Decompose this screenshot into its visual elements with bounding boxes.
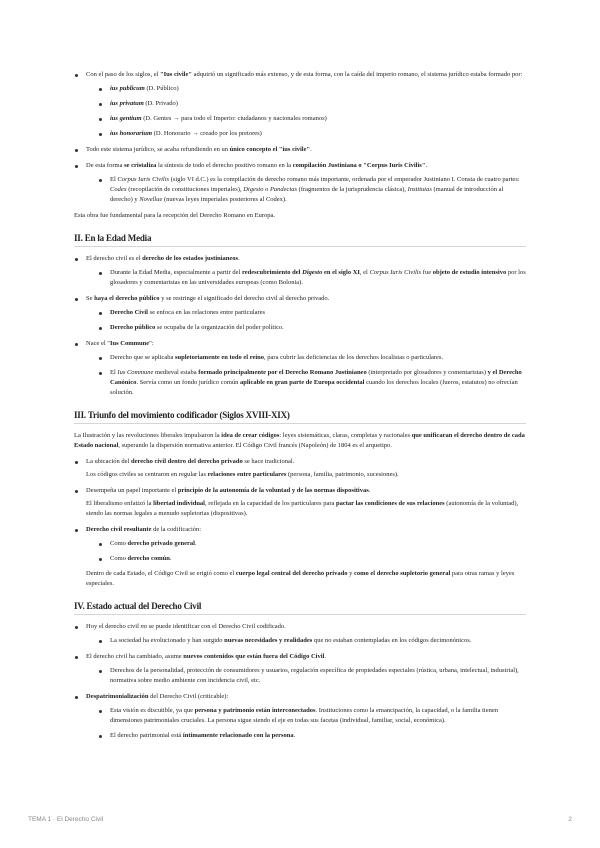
list-item: Derechos de la personalidad, protección de consumidores y usuarios, regulación específica de propiedades especiales (rústica, urbana, intelectual, industrial), normativa sobre medio ambiente con incidencia civil, etc.	[98, 666, 526, 686]
sublist	[86, 353, 526, 398]
section-heading: II. En la Edad Media	[74, 233, 526, 247]
list-item: Derecho público se ocupaba de la organización del poder político.	[98, 323, 526, 333]
list-item: Derecho que se aplicaba supletoriamente en todo el reino, para cubrir las deficiencias de los derechos localistas o particulares.	[98, 353, 526, 363]
list-item: El derecho civil es el derecho de los estados justinianeos. Durante la Edad Media, especialmente a partir del redescubrimiento del Digesto en el siglo XI, el Corpus Iuris Civilis fue objeto de estudio intensivo por los glosadores y comentaristas en las universidades europeas (como Bolonia).	[74, 254, 526, 288]
list-item: Derecho Civil se enfoca en las relaciones entre particulares	[98, 308, 526, 318]
list-item: ius honorarium (D. Honorario → creado por los pretores)	[98, 129, 526, 139]
sublist	[86, 84, 526, 139]
note: Los códigos civiles se centraron en regular las relaciones entre particulares (persona, familia, patrimonio, sucesiones).	[86, 471, 399, 478]
list-item: El derecho patrimonial está íntimamente relacionado con la persona.	[98, 731, 526, 741]
sublist	[86, 539, 526, 564]
list-item: Desempeña un papel importante el principio de la autonomía de la voluntad y de las normas dispositivas. El liberalismo enfatizó la libertad individual, reflejada en la capacidad de los particulares para pactar las condiciones de sus relaciones (autonomía de la voluntad), siendo las normas legales a menudo supletorias (dispositivas).	[74, 486, 526, 519]
list-item: Esta visión es discutible, ya que persona y patrimonio están interconectados. Instituciones como la emancipación, la capacidad, o la familia tienen dimensiones patrimoniales cruciales. La persona sigue siendo el eje en todas sus facetas (individual, familiar, social, económica).	[98, 706, 526, 726]
section-3-list	[74, 457, 526, 589]
list-item: Se haya el derecho público y se restringe el significado del derecho civil al derecho privado. Derecho Civil se enfoca en las relaciones entre particulares Derecho público se ocupaba de la organización del poder político.	[74, 294, 526, 333]
list-item: ius privatum (D. Privado)	[98, 99, 526, 109]
sublist	[86, 636, 526, 646]
note: Dentro de cada Estado, el Código Civil se erigió como el cuerpo legal central del derecho privado y como el derecho supletorio general para otras ramas y leyes especiales.	[86, 570, 515, 587]
list-item: Nace el "Ius Commune": Derecho que se aplicaba supletoriamente en todo el reino, para cubrir las deficiencias de los derechos localistas o particulares. El Ius Commune medieval estaba formado principalmente por el Derecho Romano Justinianeo (interpretado por glosadores y comentaristas) y el Derecho Canónico. Servía como un fondo jurídico común aplicable en gran parte de Europa occidental cuando los derechos locales (fueros, estatutos) no ofrecían solución.	[74, 339, 526, 398]
sublist	[86, 308, 526, 333]
sublist	[86, 706, 526, 741]
intro-list	[74, 70, 526, 205]
sublist	[86, 268, 526, 288]
section-2-list	[74, 254, 526, 398]
page-footer	[28, 816, 572, 823]
list-item: El Ius Commune medieval estaba formado principalmente por el Derecho Romano Justinianeo (interpretado por glosadores y comentaristas) y el Derecho Canónico. Servía como un fondo jurídico común aplicable en gran parte de Europa occidental cuando los derechos locales (fueros, estatutos) no ofrecían solución.	[98, 368, 526, 398]
sublist	[86, 175, 526, 205]
list-item: Hoy el derecho civil no se puede identificar con el Derecho Civil codificado. La sociedad ha evolucionado y han surgido nuevas necesidades y realidades que no estaban contempladas en los códigos decimonónicos.	[74, 622, 526, 646]
list-item: El Corpus Iuris Civilis (siglo VI d.C.) es la compilación de derecho romano más importante, ordenada por el emperador Justiniano I. Consta de cuatro partes: Codex (recopilación de constituciones imperiales), Digesto o Pandectas (fragmentos de la jurisprudencia clásica), Institutas (manual de introducción al derecho) y Novellae (nuevas leyes imperiales posteriores al Codex).	[98, 175, 526, 205]
section-4-list	[74, 622, 526, 741]
section-heading: IV. Estado actual del Derecho Civil	[74, 601, 526, 615]
note: El liberalismo enfatizó la libertad individual, reflejada en la capacidad de los particulares para pactar las condiciones de sus relaciones (autonomía de la voluntad), siendo las normas legales a menudo supletorias (dispositivas).	[86, 500, 519, 517]
list-item: Derecho civil resultante de la codificación: Como derecho privado general. Como derecho común. Dentro de cada Estado, el Código Civil se erigió como el cuerpo legal central del derecho privado y como el derecho supletorio general para otras ramas y leyes especiales.	[74, 525, 526, 589]
list-item: Todo este sistema jurídico, se acaba refundiendo en un único concepto el "ius civile".	[74, 145, 526, 155]
page-number: 2	[568, 816, 572, 823]
list-item: Como derecho común.	[98, 554, 526, 564]
list-item: La sociedad ha evolucionado y han surgido nuevas necesidades y realidades que no estaban contempladas en los códigos decimonónicos.	[98, 636, 526, 646]
paragraph: Esta obra fue fundamental para la recepción del Derecho Romano en Europa.	[74, 212, 276, 219]
list-item: Con el paso de los siglos, el "Ius civile" adquirió un significado más extenso, y de esta forma, con la caída del imperio romano, el sistema jurídico estaba formado por: ius publicum (D. Público) ius privatum (D. Privado) ius gentium (D. Gentes → para todo el Imperio: ciudadanos y nacionales romanos) ius honorarium (D. Honorario → creado por los pretores)	[74, 70, 526, 139]
list-item: La ubicación del derecho civil dentro del derecho privado se hace tradicional. Los códigos civiles se centraron en regular las relaciones entre particulares (persona, familia, patrimonio, sucesiones).	[74, 457, 526, 480]
list-item: Como derecho privado general.	[98, 539, 526, 549]
footer-title: TEMA 1 · El Derecho Civil	[28, 816, 104, 823]
sublist	[86, 666, 526, 686]
list-item: ius publicum (D. Público)	[98, 84, 526, 94]
list-item: ius gentium (D. Gentes → para todo el Imperio: ciudadanos y nacionales romanos)	[98, 114, 526, 124]
section-heading: III. Triunfo del movimiento codificador (Siglos XVIII-XIX)	[74, 410, 526, 424]
paragraph: La Ilustración y las revoluciones liberales impulsaron la idea de crear códigos: leyes sistemáticas, claras, completas y racionales que unificaran el derecho dentro de cada Estado nacional, superando la dispersión normativa anterior. El Código Civil francés (Napoleón) de 1804 es el arquetipo.	[74, 432, 525, 449]
document-body	[74, 70, 526, 747]
list-item: De esta forma se cristaliza la síntesis de todo el derecho positivo romano en la compilación Justiniana o "Corpus Iuris Civilis". El Corpus Iuris Civilis (siglo VI d.C.) es la compilación de derecho romano más importante, ordenada por el emperador Justiniano I. Consta de cuatro partes: Codex (recopilación de constituciones imperiales), Digesto o Pandectas (fragmentos de la jurisprudencia clásica), Institutas (manual de introducción al derecho) y Novellae (nuevas leyes imperiales posteriores al Codex).	[74, 161, 526, 205]
list-item: El derecho civil ha cambiado, asume nuevos contenidos que están fuera del Código Civil. Derechos de la personalidad, protección de consumidores y usuarios, regulación específica de propiedades especiales (rústica, urbana, intelectual, industrial), normativa sobre medio ambiente con incidencia civil, etc.	[74, 652, 526, 686]
list-item: Despatrimonialización del Derecho Civil (criticable): Esta visión es discutible, ya que persona y patrimonio están interconectados. Instituciones como la emancipación, la capacidad, o la familia tienen dimensiones patrimoniales cruciales. La persona sigue siendo el eje en todas sus facetas (individual, familiar, social, económica). El derecho patrimonial está íntimamente relacionado con la persona.	[74, 692, 526, 741]
list-item: Durante la Edad Media, especialmente a partir del redescubrimiento del Digesto en el siglo XI, el Corpus Iuris Civilis fue objeto de estudio intensivo por los glosadores y comentaristas en las universidades europeas (como Bolonia).	[98, 268, 526, 288]
